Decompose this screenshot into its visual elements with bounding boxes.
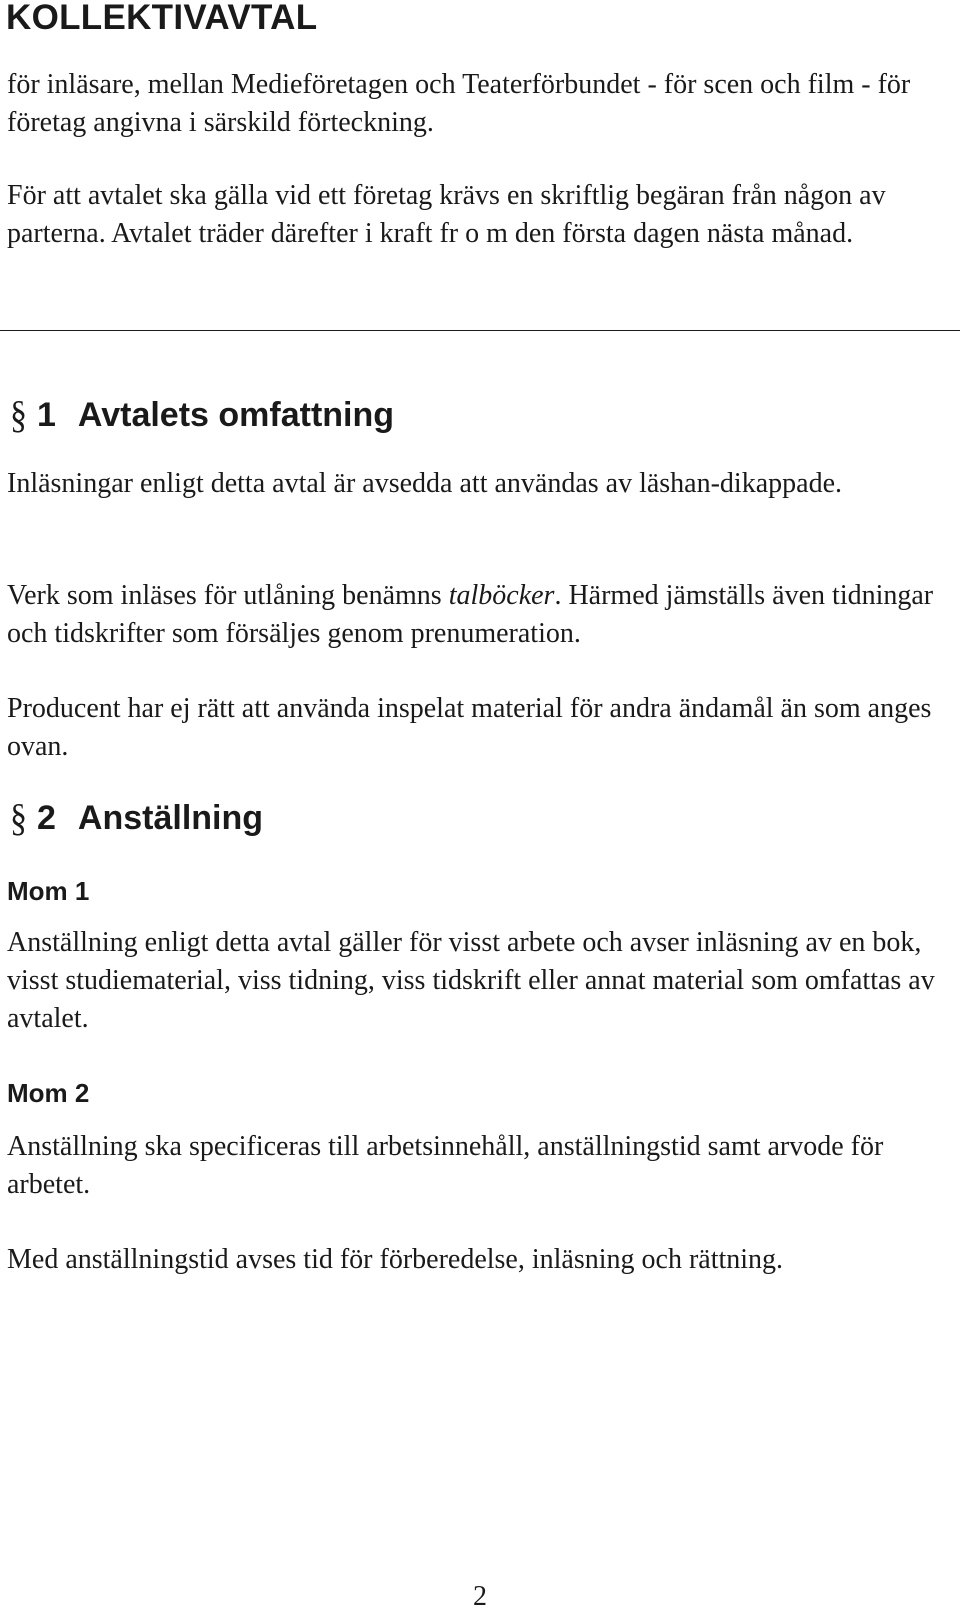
section-title: Avtalets omfattning <box>77 396 395 434</box>
mom-1-paragraph: Anställning enligt detta avtal gäller för visst arbete och avser inläsning av en bok, visst studiematerial, viss tidning, viss tidskrift eller annat material som omfattas av avtalet. <box>7 927 935 1034</box>
mom-1-heading: Mom 1 <box>7 876 90 906</box>
section-2-heading <box>10 798 263 839</box>
section-symbol: § <box>10 394 27 437</box>
page-number: 2 <box>473 1581 487 1612</box>
section-number: 1 <box>37 396 56 434</box>
paragraph-text: . Härmed jämställs även tidningar och tidskrifter som försäljes genom prenumeration. <box>7 580 934 649</box>
section-title: Anställning <box>77 799 264 837</box>
section-1-paragraph-2 <box>7 577 947 653</box>
mom-2-heading: Mom 2 <box>7 1078 90 1108</box>
section-number: 2 <box>37 799 56 837</box>
horizontal-divider <box>0 330 960 331</box>
section-1-heading <box>10 395 394 436</box>
intro-paragraph: för inläsare, mellan Medieföretagen och Teaterförbundet - för scen och film - för företag angivna i särskild förteckning. <box>7 69 911 138</box>
intro-paragraph: För att avtalet ska gälla vid ett företag krävs en skriftlig begäran från någon av parterna. Avtalet träder därefter i kraft fr o m den första dagen nästa månad. <box>7 180 886 249</box>
paragraph-text: Verk som inläses för utlåning benämns <box>7 580 449 611</box>
mom-2-paragraph-2: Med anställningstid avses tid för förberedelse, inläsning och rättning. <box>7 1244 784 1275</box>
mom-2-paragraph: Anställning ska specificeras till arbetsinnehåll, anställningstid samt arvode för arbetet. <box>7 1131 884 1200</box>
section-1-paragraph-1: Inläsningar enligt detta avtal är avsedda att användas av läshan-dikappade. <box>7 468 842 499</box>
document-title: KOLLEKTIVAVTAL <box>6 0 318 37</box>
italic-term: talböcker <box>448 580 555 611</box>
section-1-paragraph-3: Producent har ej rätt att använda inspelat material för andra ändamål än som anges ovan. <box>7 693 932 762</box>
section-symbol: § <box>10 797 27 840</box>
